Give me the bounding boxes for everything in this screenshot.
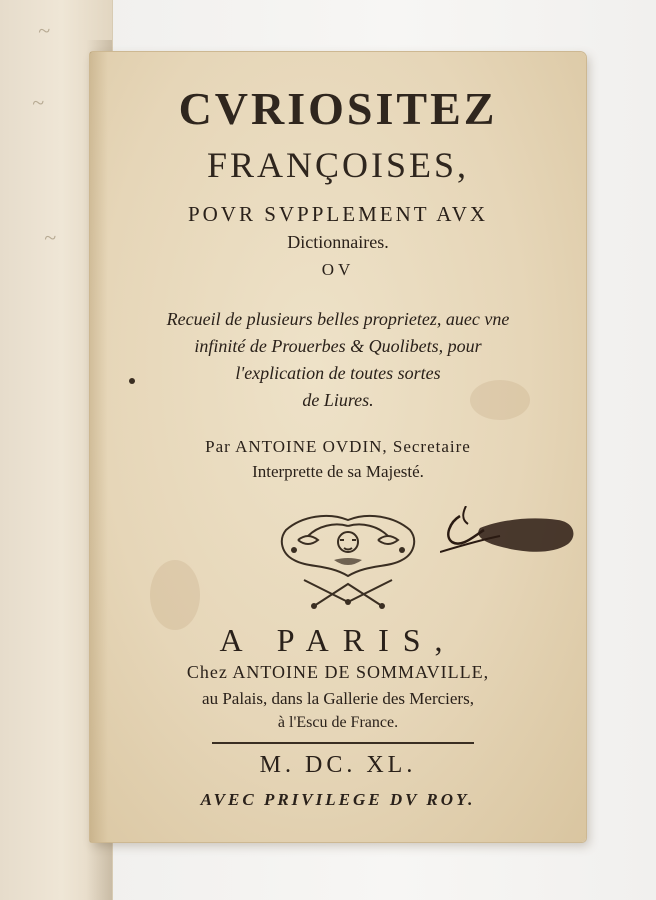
imprint-city: A PARIS, xyxy=(219,622,457,658)
description-line1: Recueil de plusieurs belles proprietez, auec vne xyxy=(166,309,510,329)
description-line2: infinité de Prouerbes & Quolibets, pour xyxy=(194,336,482,356)
flyleaf-pencil-mark: ~ xyxy=(44,225,56,250)
divider-rule xyxy=(212,742,474,744)
fleuron-woodcut-icon xyxy=(274,510,422,614)
book-title: CVRIOSITEZ xyxy=(178,83,498,134)
author-title: Interprette de sa Majesté. xyxy=(252,462,424,481)
book-title-line2: FRANÇOISES, xyxy=(206,145,470,185)
publication-year: M. DC. XL. xyxy=(259,752,417,778)
subtitle-line2: Dictionnaires. xyxy=(287,232,389,252)
conjunction: OV xyxy=(321,260,355,279)
ink-signature-stain-icon xyxy=(440,506,580,558)
subtitle: POVR SVPPLEMENT AVX xyxy=(187,202,489,226)
printer-dot xyxy=(129,378,135,384)
publisher-line: Chez ANTOINE DE SOMMAVILLE, xyxy=(186,662,490,682)
title-page-text xyxy=(100,52,576,842)
publisher-address: au Palais, dans la Gallerie des Merciers, xyxy=(202,689,474,708)
flyleaf-pencil-mark: ~ xyxy=(38,18,50,43)
flyleaf-pencil-mark: ~ xyxy=(32,90,44,115)
description-line4: de Liures. xyxy=(302,390,374,410)
description-line3: l'explication de toutes sortes xyxy=(235,363,441,383)
author-line: Par ANTOINE OVDIN, Secretaire xyxy=(205,437,471,456)
privilege-line: AVEC PRIVILEGE DV ROY. xyxy=(200,790,476,809)
publisher-sign: à l'Escu de France. xyxy=(277,714,399,731)
